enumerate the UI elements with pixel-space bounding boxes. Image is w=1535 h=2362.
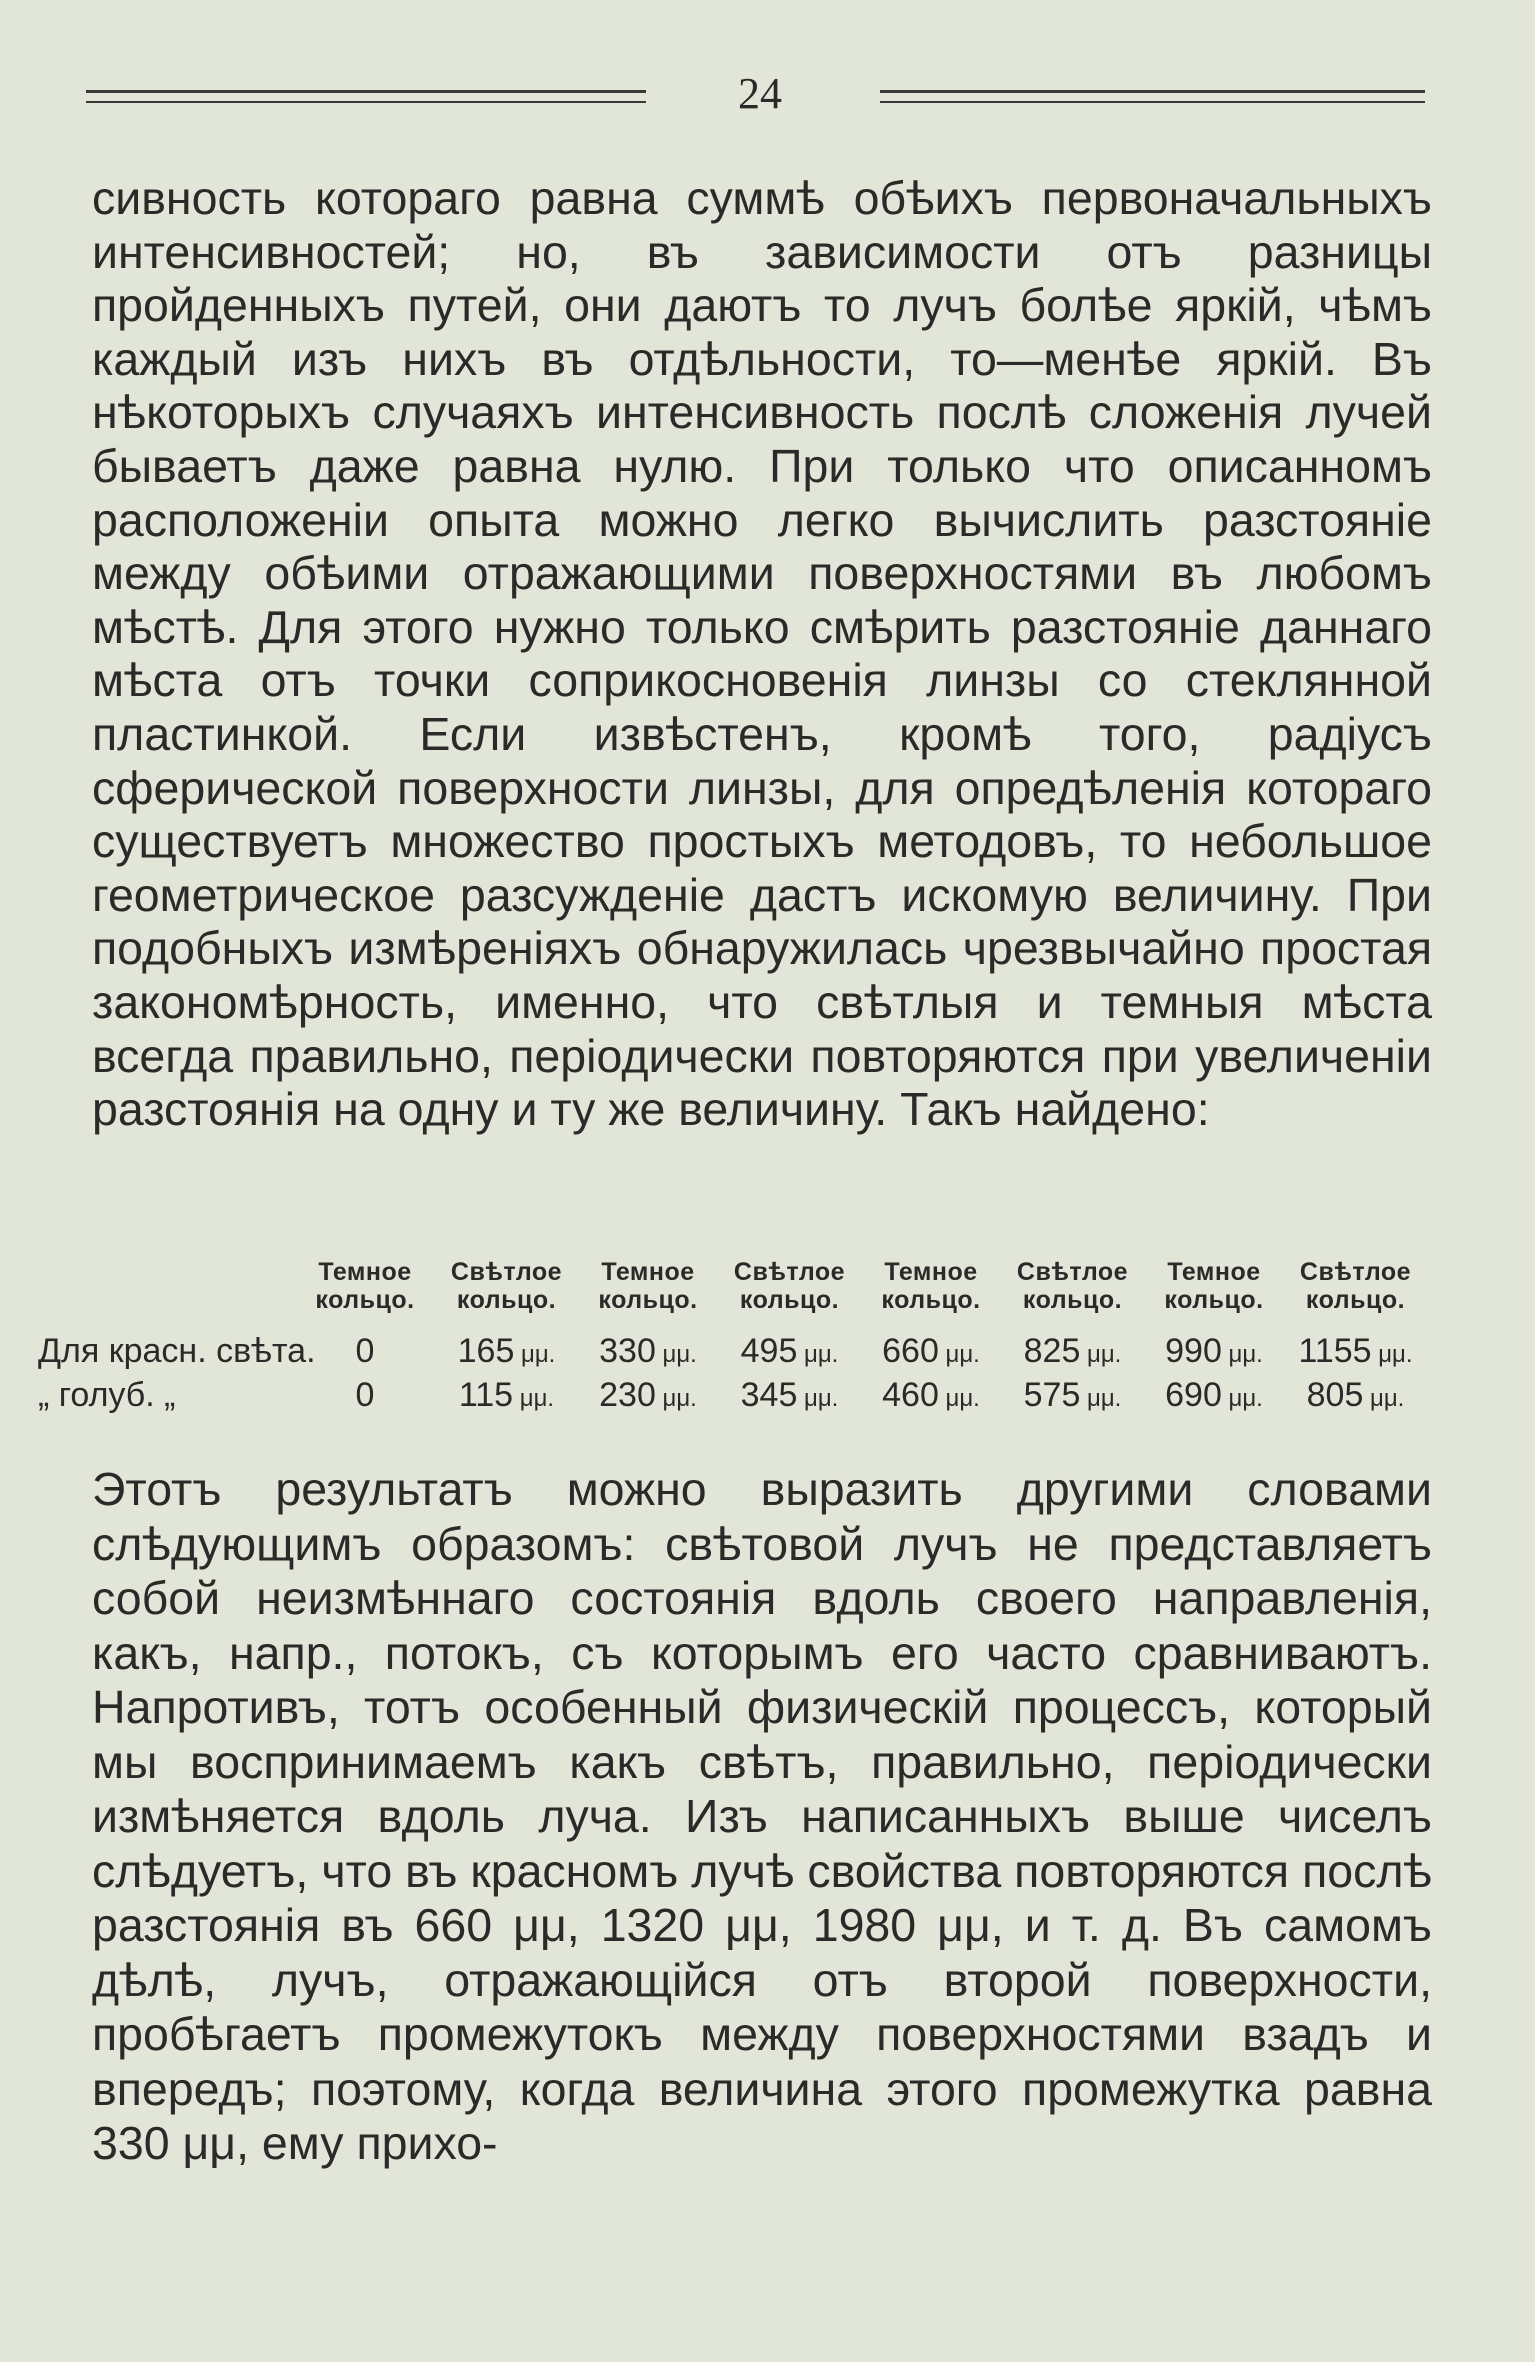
- header-rule-right: [880, 90, 1425, 103]
- table-cell: 165 μμ.: [457, 1332, 556, 1370]
- table-cell: 0: [355, 1376, 375, 1414]
- table-header-5: Свѣтлое кольцо.: [1016, 1258, 1129, 1314]
- table-cell: 825 μμ.: [1023, 1332, 1122, 1370]
- table-row: [30, 1376, 1500, 1420]
- table-cell: 690 μμ.: [1165, 1376, 1263, 1414]
- rings-table: [30, 1258, 1500, 1428]
- table-cell: 0: [355, 1332, 375, 1370]
- row-label: „ голуб. „: [38, 1376, 176, 1414]
- table-header-3: Свѣтлое кольцо.: [733, 1258, 846, 1314]
- table-cell: 990 μμ.: [1165, 1332, 1263, 1370]
- paragraph-2: Этотъ результатъ можно выразить другими словами слѣдующимъ образомъ: свѣтовой лучъ не представляетъ собой неизмѣннаго состоянія вдоль своего направленія, какъ, напр., потокъ, съ которымъ его часто сравниваютъ. Напротивъ, тотъ особенный физическій процессъ, который мы воспринимаемъ какъ свѣтъ, правильно, періодически измѣняется вдоль луча. Изъ написанныхъ выше чиселъ слѣдуетъ, что въ красномъ лучѣ свойства повторяются послѣ разстоянія въ 660 μμ, 1320 μμ, 1980 μμ, и т. д. Въ самомъ дѣлѣ, лучъ, отражающійся отъ второй поверхности, пробѣгаетъ промежутокъ между поверхностями взадъ и впередъ; поэтому, когда величина этого промежутка равна 330 μμ, ему прихо-: [92, 1463, 1432, 2169]
- table-cell: 115 μμ.: [458, 1376, 555, 1414]
- table-cell: 660 μμ.: [882, 1332, 980, 1370]
- paragraph-1: сивность котораго равна суммѣ обѣихъ первоначальныхъ интенсивностей; но, въ зависимости отъ разницы пройденныхъ путей, они даютъ то лучъ болѣе яркій, чѣмъ каждый изъ нихъ въ отдѣльности, то—менѣе яркій. Въ нѣкоторыхъ случаяхъ интенсивность послѣ сложенія лучей бываетъ даже равна нулю. При только что описанномъ расположеніи опыта можно легко вычислить разстояніе между обѣими отражающими поверхностями въ любомъ мѣстѣ. Для этого нужно только смѣрить разстояніе даннаго мѣста отъ точки соприкосновенія линзы со стеклянной пластинкой. Если извѣстенъ, кромѣ того, радіусъ сферической поверхности линзы, для опредѣленія котораго существуетъ множество простыхъ методовъ, то небольшое геометрическое разсужденіе дастъ искомую величину. При подобныхъ измѣреніяхъ обнаружилась чрезвычайно простая закономѣрность, именно, что свѣтлыя и темныя мѣста всегда правильно, періодически повторяются при увеличеніи разстоянія на одну и ту же величину. Такъ найдено:: [92, 172, 1432, 1136]
- page-number: 24: [738, 69, 782, 118]
- table-header-1: Свѣтлое кольцо.: [450, 1258, 563, 1314]
- table-cell: 1155 μμ.: [1298, 1332, 1413, 1370]
- page-header: [80, 68, 1425, 128]
- table-cell: 330 μμ.: [599, 1332, 697, 1370]
- table-cell: 460 μμ.: [882, 1376, 980, 1414]
- table-header-7: Свѣтлое кольцо.: [1299, 1258, 1412, 1314]
- table-cell: 495 μμ.: [740, 1332, 839, 1370]
- table-header-4: Темное кольцо.: [881, 1258, 981, 1314]
- table-row: [30, 1332, 1500, 1376]
- table-header-2: Темное кольцо.: [598, 1258, 698, 1314]
- table-header-0: Темное кольцо.: [315, 1258, 415, 1314]
- table-cell: 575 μμ.: [1023, 1376, 1122, 1414]
- table-cell: 230 μμ.: [599, 1376, 697, 1414]
- row-label: Для красн. свѣта.: [38, 1332, 316, 1370]
- table-cell: 805 μμ.: [1306, 1376, 1405, 1414]
- table-header-6: Темное кольцо.: [1164, 1258, 1264, 1314]
- table-cell: 345 μμ.: [740, 1376, 839, 1414]
